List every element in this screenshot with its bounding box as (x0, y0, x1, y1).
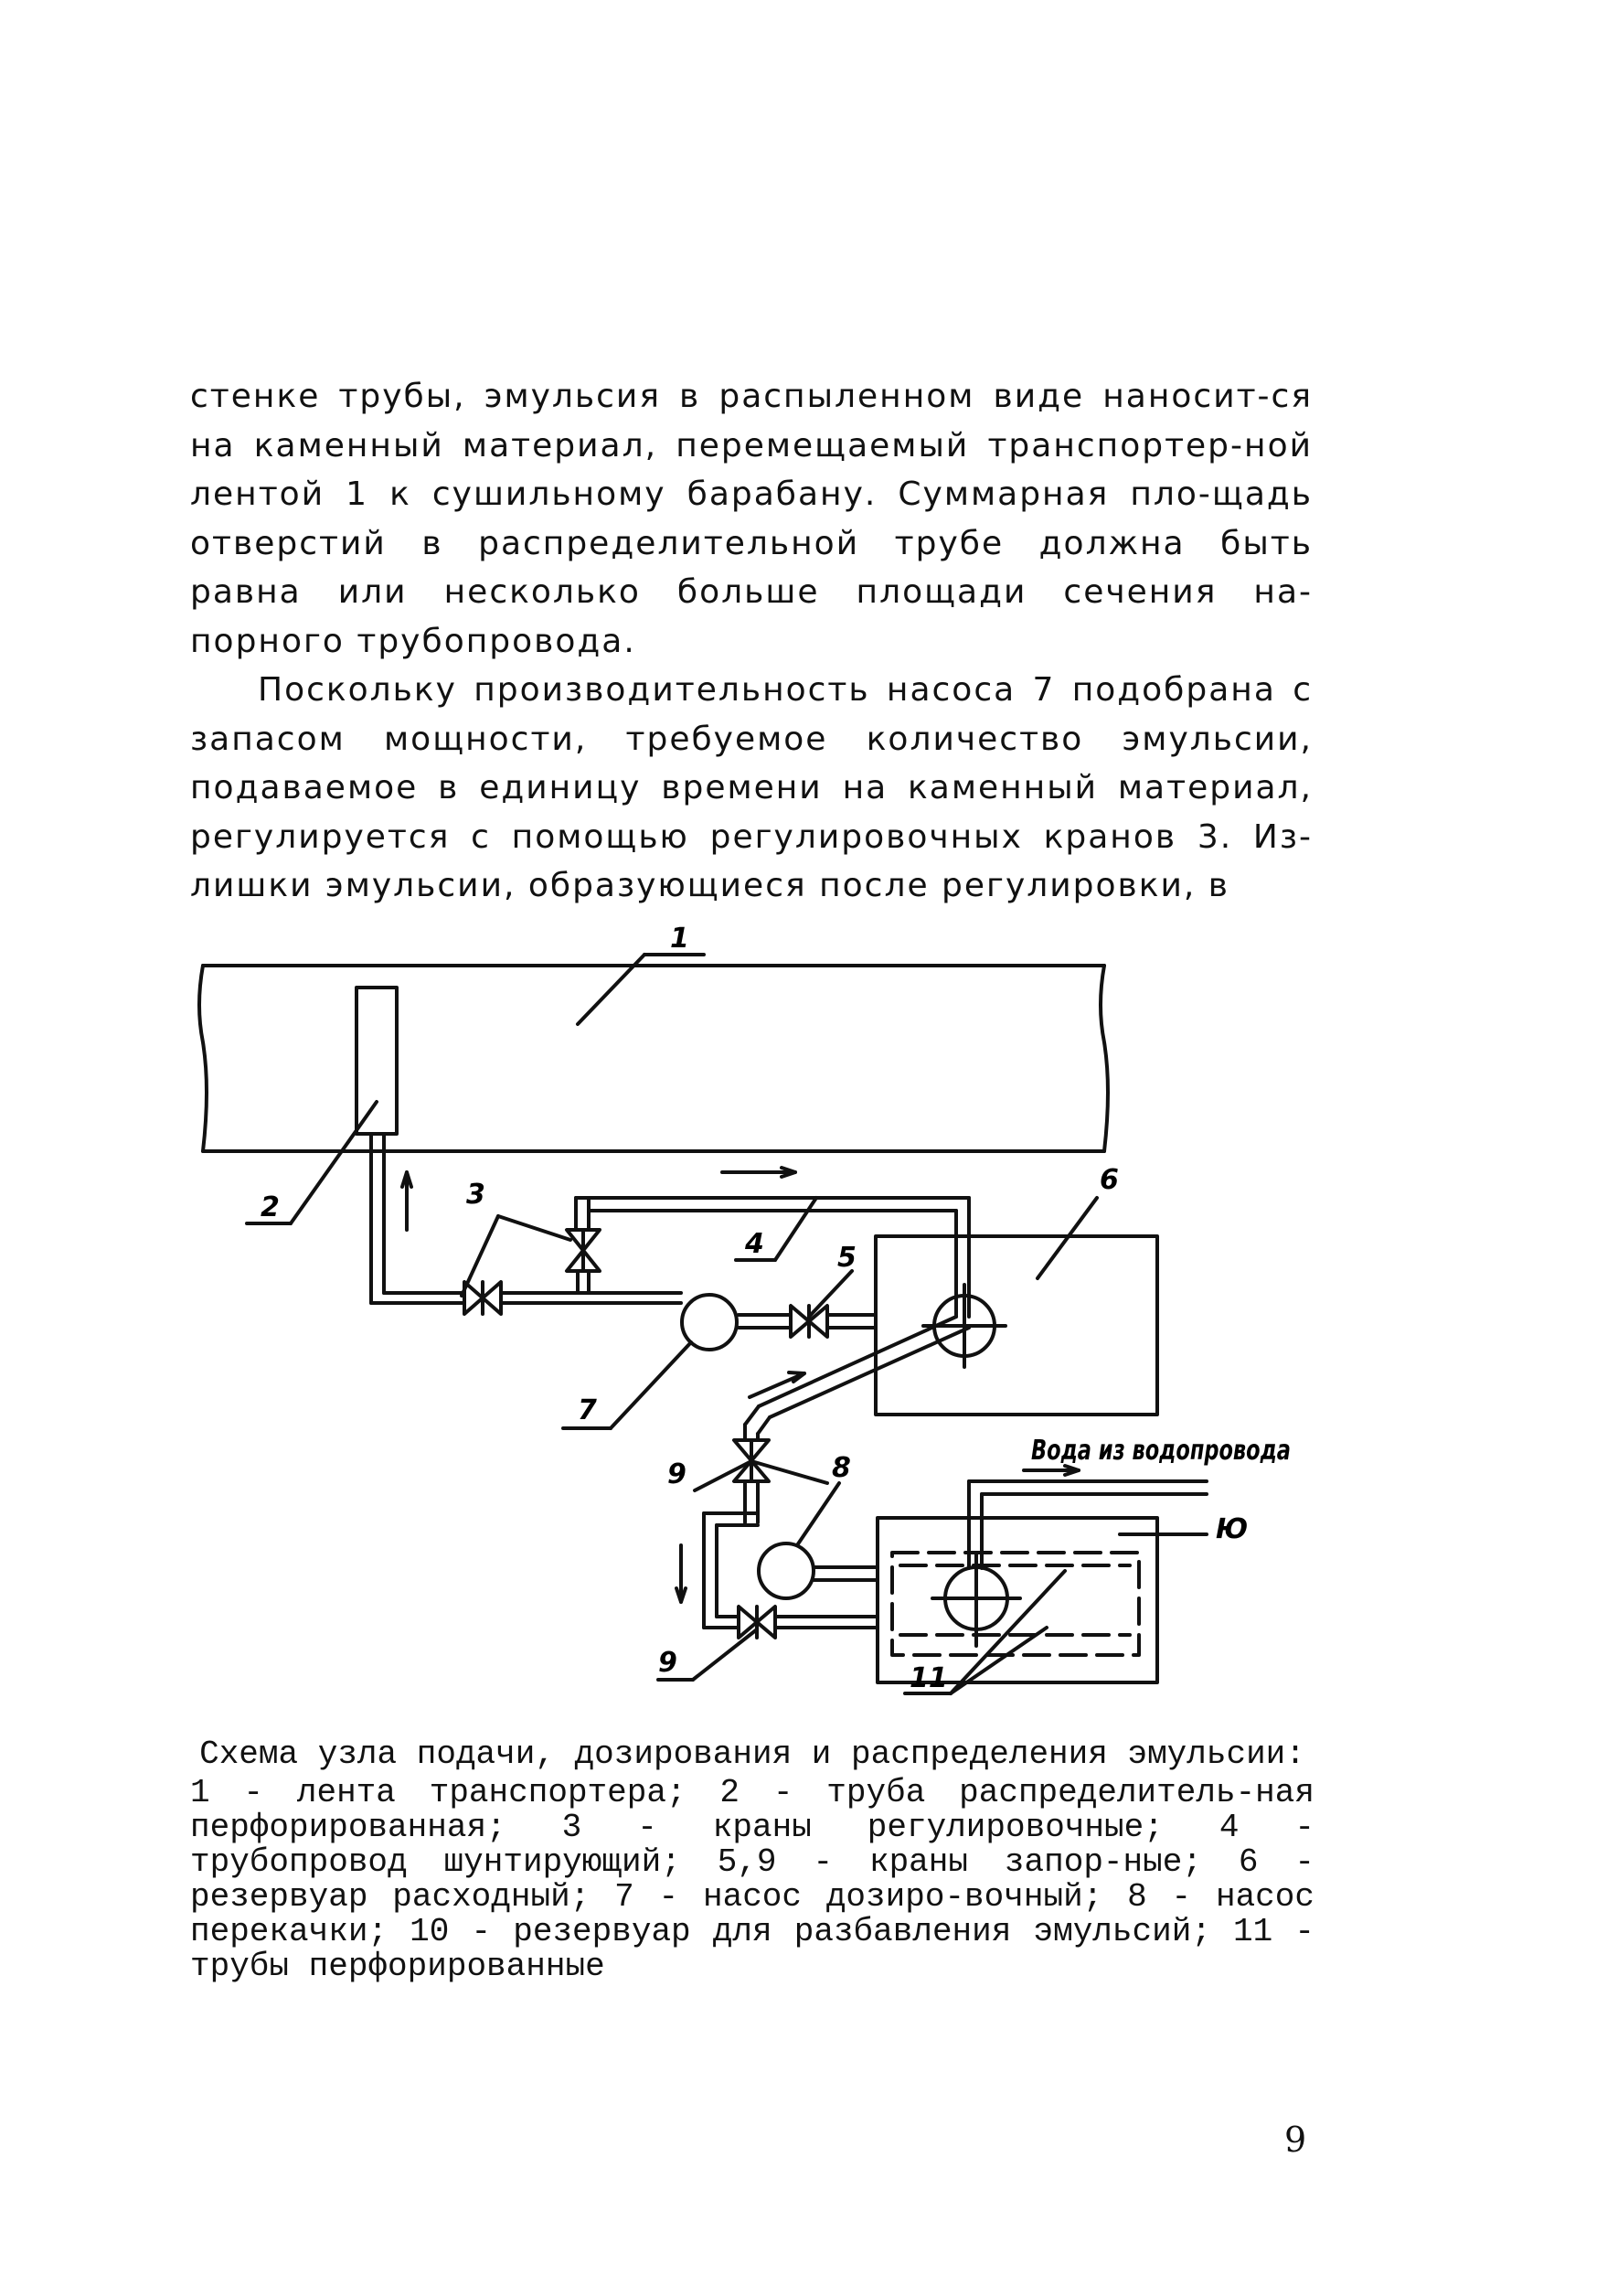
conveyor-belt (199, 955, 1108, 1151)
label-9-upper: 9 (667, 1458, 686, 1490)
label-1: 1 (670, 923, 689, 955)
supply-tank (876, 1198, 1157, 1415)
label-6: 6 (1100, 1164, 1119, 1196)
label-10: Ю (1216, 1513, 1249, 1545)
transfer-pipeline (745, 1317, 969, 1522)
label-7: 7 (578, 1394, 597, 1426)
page-number: 9 (1284, 2120, 1307, 2160)
emulsion-feed-schematic (183, 924, 1335, 1710)
water-supply-label: Вода из водопровода (1031, 1435, 1291, 1467)
paragraph-2: Поскольку производительность насоса 7 подобрана с запасом мощности, требуемое количество эмульсии, подаваемое в единицу времени на каменный материал, регулируется с помощью регулировочных кранов 3. Из-лишки эмульсии, образующиеся после регулировки, в (190, 671, 1313, 904)
distribution-pipe (247, 988, 397, 1223)
label-5: 5 (837, 1242, 857, 1274)
shutoff-valve-9-upper (695, 1440, 827, 1490)
label-8: 8 (832, 1452, 851, 1484)
paragraph-1: стенке трубы, эмульсия в распыленном виде наносит-ся на каменный материал, перемещаемый транспортер-ной лентой 1 к сушильному барабану. Суммарная пло-щадь отверстий в распределительной трубе должна быть равна или несколько больше площади сечения на-порного трубопровода. (190, 378, 1313, 660)
main-pipeline (371, 1134, 876, 1328)
caption-legend: 1 - лента транспортера; 2 - труба распределитель-ная перфорированная; 3 - краны регулировочные; 4 - трубопровод шунтирующий; 5,9 - краны запор-ные; 6 - резервуар расходный; 7 - насос дозиро-вочный; 8 - насос перекачки; 10 - резервуар для разбавления эмульсий; 11 - трубы перфорированные (190, 1774, 1314, 1985)
label-4: 4 (745, 1228, 764, 1260)
body-text (190, 372, 1313, 911)
label-2: 2 (261, 1191, 280, 1223)
label-3: 3 (466, 1179, 485, 1211)
dilution-tank (878, 1518, 1157, 1682)
label-9-lower: 9 (658, 1647, 677, 1679)
label-11: 11 (910, 1662, 948, 1694)
transfer-pump (759, 1483, 878, 1598)
caption-title: Схема узла подачи, дозирования и распределения эмульсии: (199, 1735, 1305, 1773)
regulating-valve-horizontal (464, 1282, 501, 1314)
figure-caption (190, 1737, 1314, 1984)
